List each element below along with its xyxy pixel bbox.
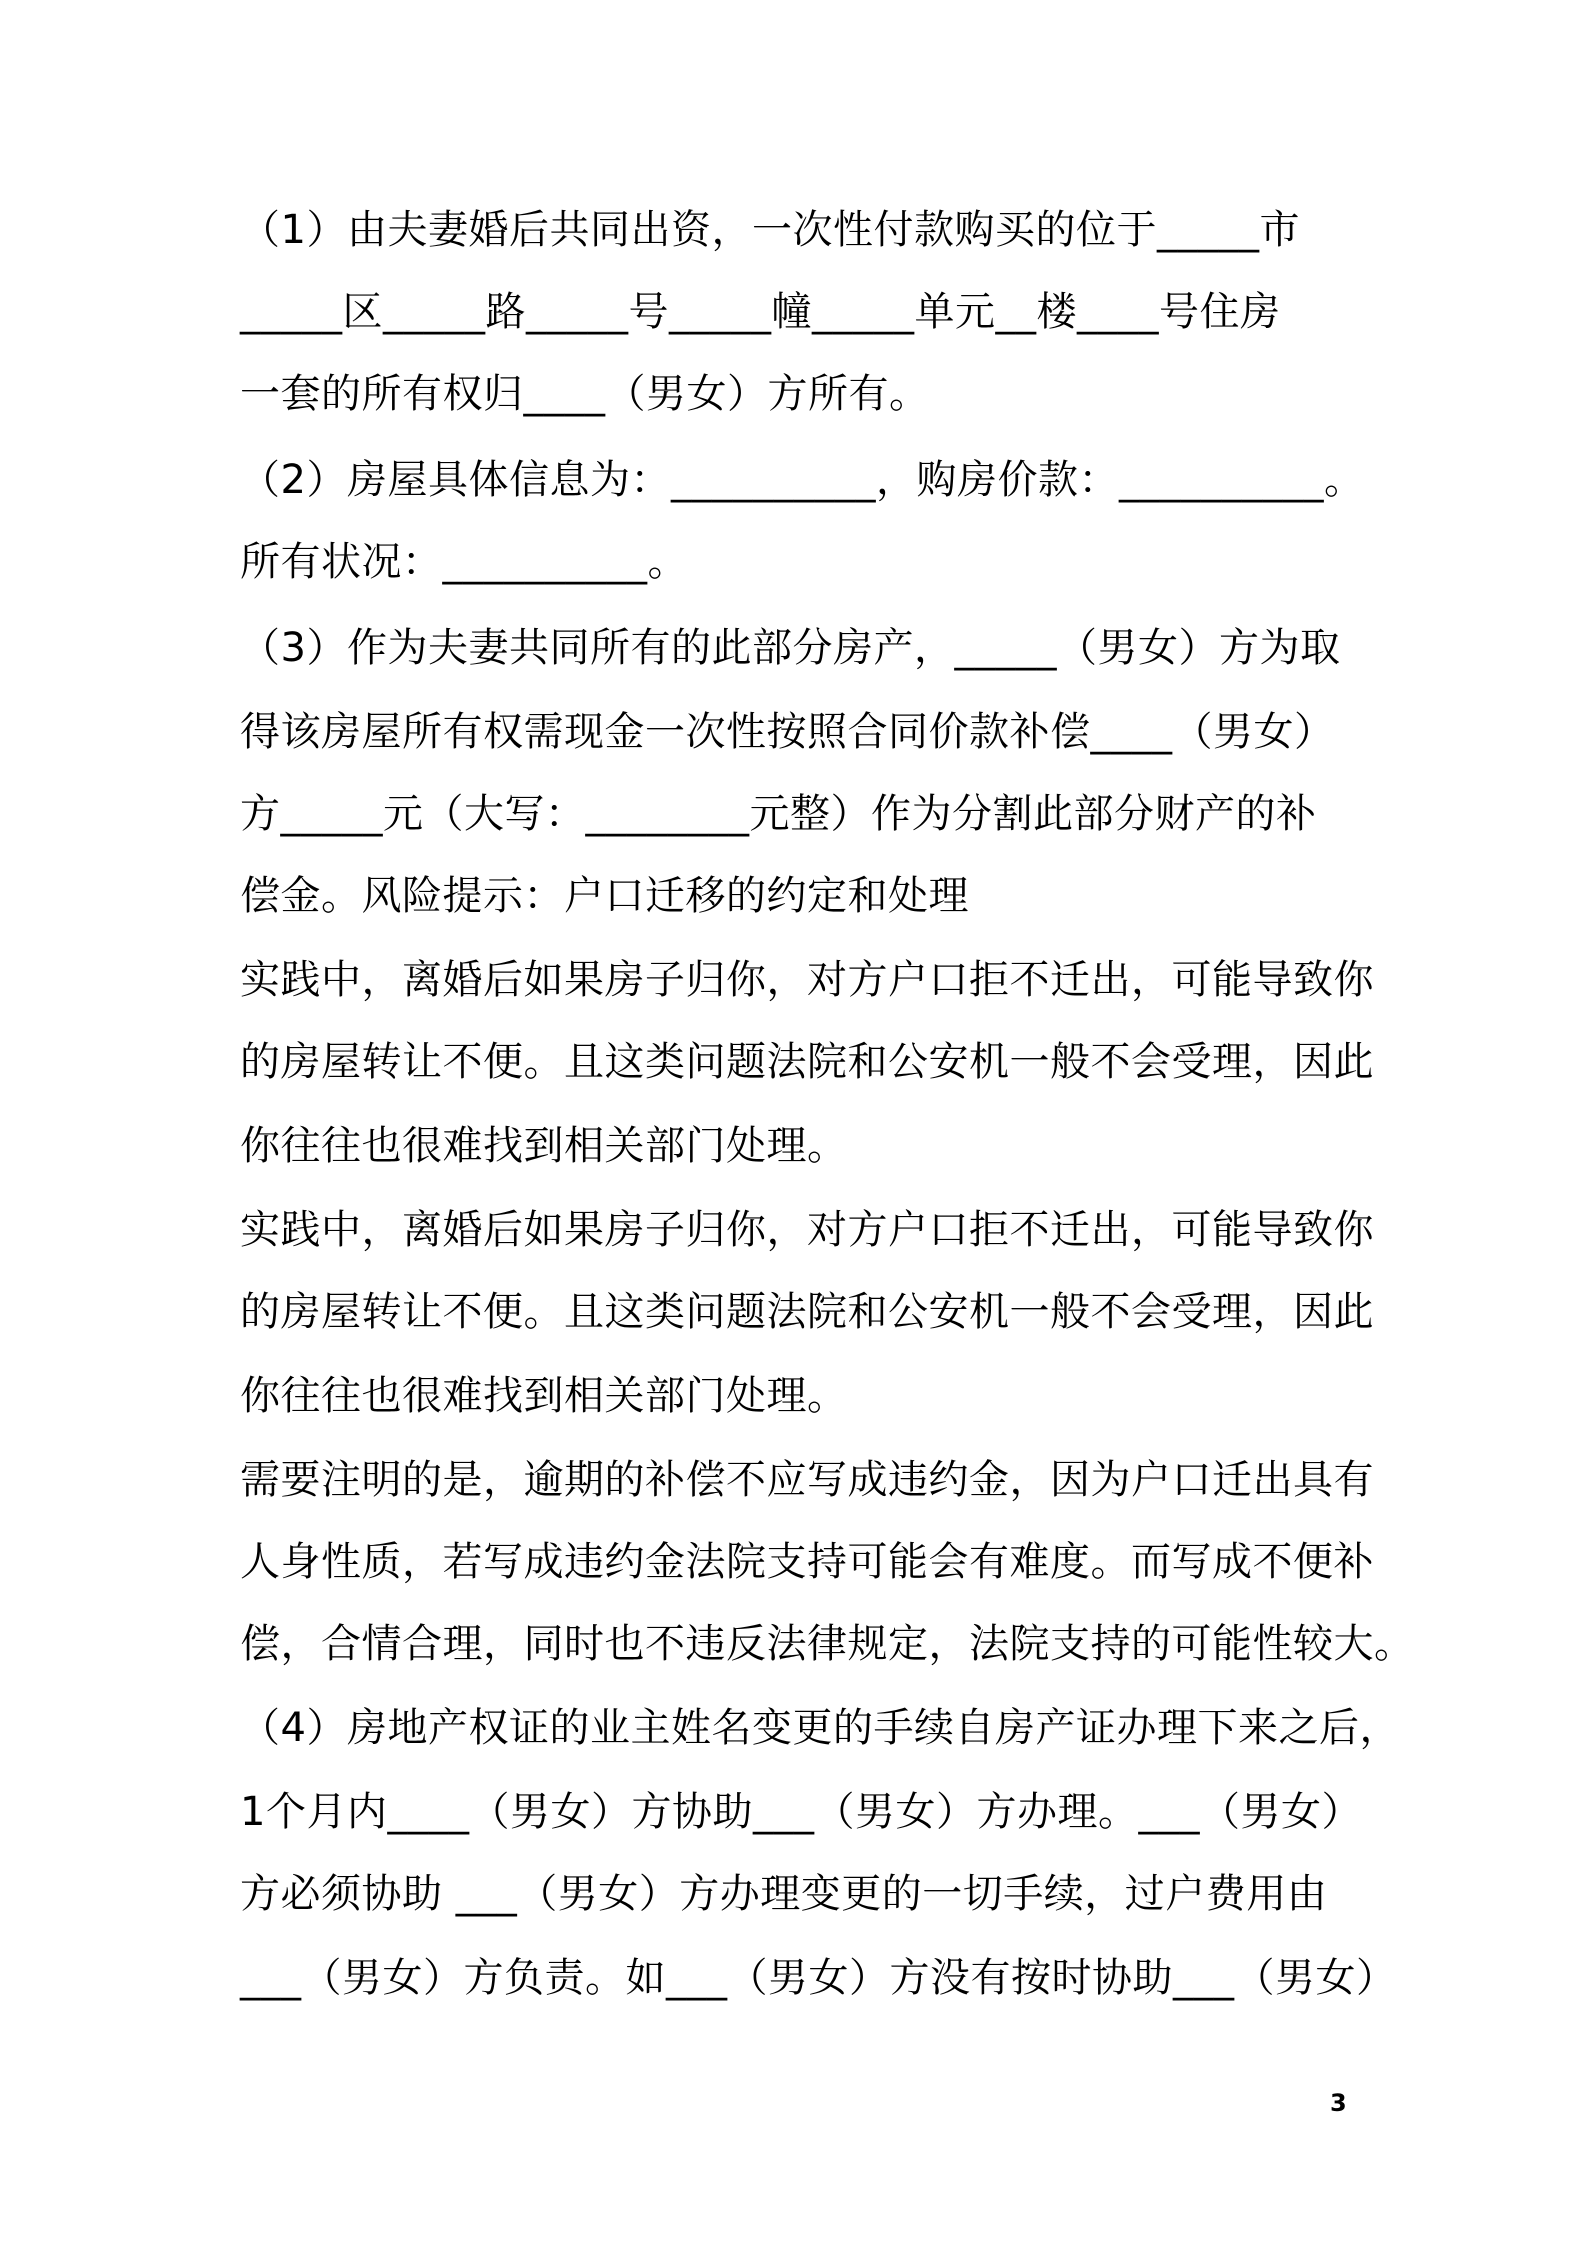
- text-line: _____区_____路_____号_____幢_____单元__楼____号住房: [240, 289, 1281, 335]
- page-number: 3: [1330, 2089, 1347, 2117]
- text-line: （1）由夫妻婚后共同出资，一次性付款购买的位于_____市: [240, 207, 1300, 253]
- text-line: 你往往也很难找到相关部门处理。: [240, 1373, 848, 1419]
- text-line: 你往往也很难找到相关部门处理。: [240, 1123, 848, 1169]
- text-line: 人身性质，若写成违约金法院支持可能会有难度。而写成不便补: [240, 1539, 1374, 1585]
- text-line: 一套的所有权归____（男女）方所有。: [240, 371, 930, 417]
- text-line: 偿金。风险提示：户口迁移的约定和处理: [240, 873, 969, 919]
- text-line: 方_____元（大写：________元整）作为分割此部分财产的补: [240, 791, 1317, 837]
- text-line: 偿，合情合理，同时也不违反法律规定，法院支持的可能性较大。: [240, 1621, 1415, 1667]
- text-line: 实践中，离婚后如果房子归你，对方户口拒不迁出，可能导致你: [240, 957, 1374, 1003]
- text-line: （4）房地产权证的业主姓名变更的手续自房产证办理下来之后，: [240, 1705, 1400, 1751]
- text-line: （2）房屋具体信息为：__________，购房价款：__________。: [240, 457, 1365, 503]
- text-line: 得该房屋所有权需现金一次性按照合同价款补偿____（男女）: [240, 709, 1335, 755]
- text-line: 1个月内____（男女）方协助___（男女）方办理。___（男女）: [240, 1789, 1362, 1835]
- text-line: 方必须协助 ___（男女）方办理变更的一切手续，过户费用由: [240, 1871, 1328, 1917]
- text-line: 的房屋转让不便。且这类问题法院和公安机一般不会受理，因此: [240, 1289, 1374, 1335]
- text-line: 所有状况：__________。: [240, 539, 688, 585]
- text-line: （3）作为夫妻共同所有的此部分房产，_____（男女）方为取: [240, 625, 1341, 671]
- text-line: 需要注明的是，逾期的补偿不应写成违约金，因为户口迁出具有: [240, 1457, 1374, 1503]
- text-line: ___（男女）方负责。如___（男女）方没有按时协助___（男女）: [240, 1955, 1397, 2001]
- text-line: 实践中，离婚后如果房子归你，对方户口拒不迁出，可能导致你: [240, 1207, 1374, 1253]
- text-line: 的房屋转让不便。且这类问题法院和公安机一般不会受理，因此: [240, 1039, 1374, 1085]
